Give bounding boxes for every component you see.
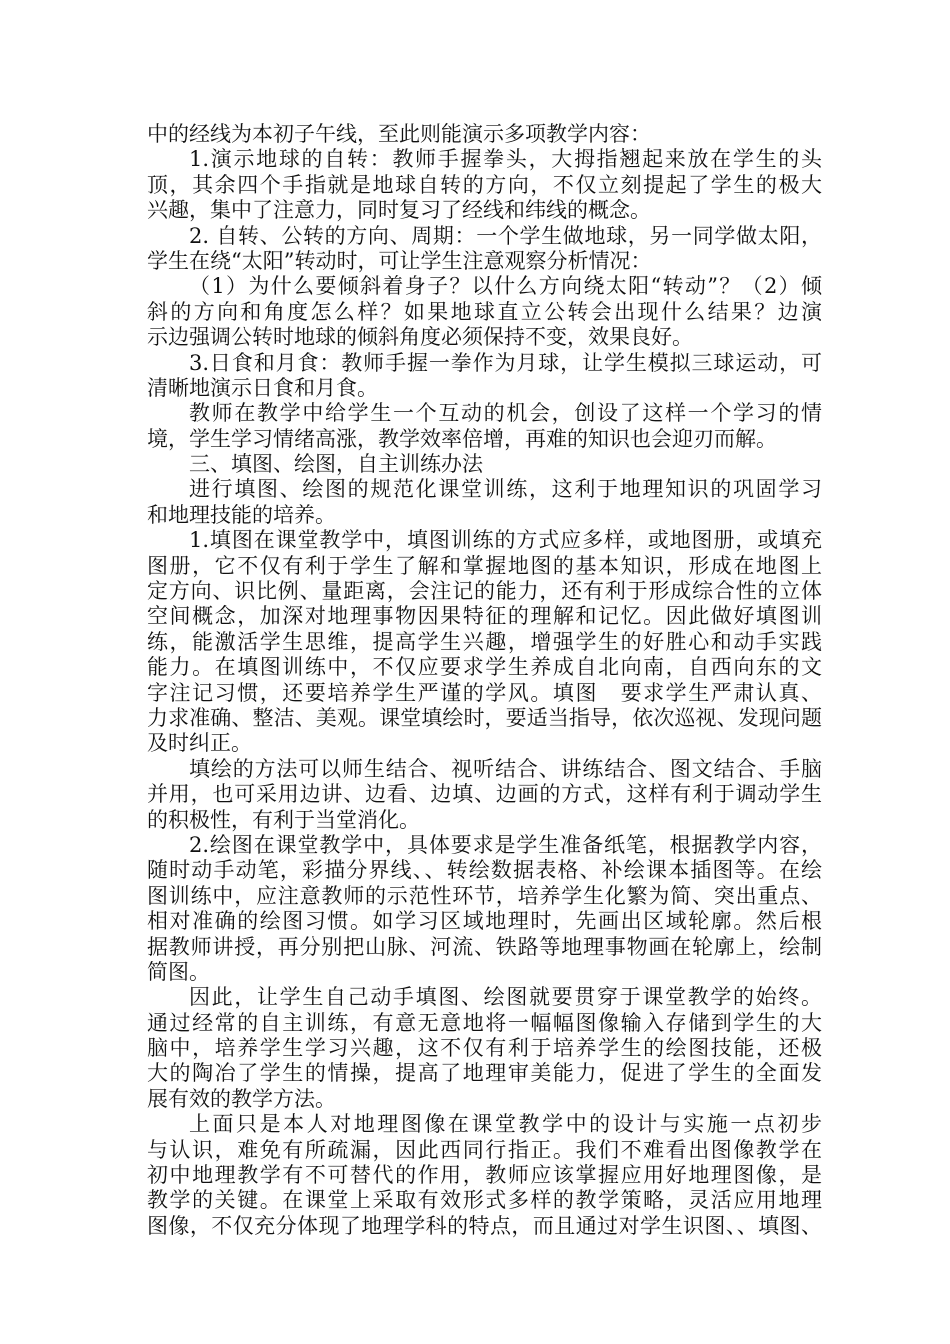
text-line: 1.演示地球的自转：教师手握拳头，大拇指翘起来放在学生的头 [189, 147, 822, 172]
text-line: 随时动手动笔，彩描分界线、、转绘数据表格、补绘课本插图等。在绘 [147, 858, 822, 883]
text-line: 通过经常的自主训练，有意无意地将一幅幅图像输入存储到学生的大 [147, 1010, 822, 1035]
text-line: 2.绘图在课堂教学中，具体要求是学生准备纸笔，根据教学内容， [189, 832, 822, 857]
text-line: 示边强调公转时地球的倾斜角度必须保持不变，效果良好。 [147, 325, 693, 350]
text-line: 图像，不仅充分体现了地理学科的特点，而且通过对学生识图、、填图、 [147, 1213, 822, 1238]
text-line: 空间概念，加深对地理事物因果特征的理解和记忆。因此做好填图训 [147, 604, 822, 629]
text-line: 大的陶冶了学生的情操，提高了地理审美能力，促进了学生的全面发 [147, 1061, 822, 1086]
text-line: 填绘的方法可以师生结合、视听结合、讲练结合、图文结合、手脑 [189, 756, 822, 781]
text-line: 力求准确、整洁、美观。课堂填绘时，要适当指导，依次巡视、发现问题 [147, 705, 822, 730]
text-line: 教师在教学中给学生一个互动的机会，创设了这样一个学习的情 [189, 401, 822, 426]
text-line: 据教师讲授，再分别把山脉、河流、铁路等地理事物画在轮廓上，绘制 [147, 934, 822, 959]
text-line: 练，能激活学生思维，提高学生兴趣，增强学生的好胜心和动手实践 [147, 629, 822, 654]
text-line: 清晰地演示日食和月食。 [147, 375, 378, 400]
text-line: 展有效的教学方法。 [147, 1086, 336, 1111]
text-line: 中的经线为本初子午线，至此则能演示多项教学内容： [147, 122, 651, 146]
text-line: 并用，也可采用边讲、边看、边填、边画的方式，这样有利于调动学生 [147, 782, 822, 807]
text-line: 境，学生学习情绪高涨，教学效率倍增，再难的知识也会迎刃而解。 [147, 426, 777, 451]
text-line: 的积极性，有利于当堂消化。 [147, 807, 420, 832]
text-line: 脑中，培养学生学习兴趣，这不仅有利于培养学生的绘图技能，还极 [147, 1036, 822, 1061]
text-line: 上面只是本人对地理图像在课堂教学中的设计与实施一点初步 [189, 1112, 822, 1137]
text-line: （1）为什么要倾斜着身子？以什么方向绕太阳“转动”？（2）倾 [189, 274, 822, 299]
text-line: 图册，它不仅有利于学生了解和掌握地图的基本知识，形成在地图上 [147, 553, 822, 578]
text-line: 及时纠正。 [147, 731, 252, 756]
document-page [147, 122, 822, 1239]
text-line: 和地理技能的培养。 [147, 502, 336, 527]
text-line: 字注记习惯，还要培养学生严谨的学风。填图 要求学生严肃认真、 [147, 680, 822, 705]
text-line: 图训练中，应注意教师的示范性环节，培养学生化繁为简、突出重点、 [147, 883, 822, 908]
text-line: 2. 自转、公转的方向、周期：一个学生做地球，另一同学做太阳， [189, 223, 822, 248]
text-line: 斜的方向和角度怎么样？如果地球直立公转会出现什么结果？边演 [147, 299, 822, 324]
text-line: 3.日食和月食：教师手握一拳作为月球，让学生模拟三球运动，可 [189, 350, 822, 375]
text-line: 因此，让学生自己动手填图、绘图就要贯穿于课堂教学的始终。 [189, 985, 822, 1010]
text-line: 与认识，难免有所疏漏，因此西同行指正。我们不难看出图像教学在 [147, 1137, 822, 1162]
text-line: 相对准确的绘图习惯。如学习区域地理时，先画出区域轮廓。然后根 [147, 909, 822, 934]
text-line: 顶，其余四个手指就是地球自转的方向，不仅立刻提起了学生的极大 [147, 172, 822, 197]
text-line: 初中地理教学有不可替代的作用，教师应该掌握应用好地理图像，是 [147, 1163, 822, 1188]
text-line: 1.填图在课堂教学中，填图训练的方式应多样，或地图册，或填充 [189, 528, 822, 553]
text-line: 三、填图、绘图，自主训练办法 [189, 452, 483, 477]
text-line: 简图。 [147, 959, 210, 984]
text-line: 定方向、识比例、量距离，会注记的能力，还有利于形成综合性的立体 [147, 579, 822, 604]
text-line: 能力。在填图训练中，不仅应要求学生养成自北向南，自西向东的文 [147, 655, 822, 680]
text-line: 教学的关键。在课堂上采取有效形式多样的教学策略，灵活应用地理 [147, 1188, 822, 1213]
text-line: 兴趣，集中了注意力，同时复习了经线和纬线的概念。 [147, 198, 651, 223]
text-line: 学生在绕“太阳”转动时，可让学生注意观察分析情况： [147, 248, 652, 273]
text-line: 进行填图、绘图的规范化课堂训练，这利于地理知识的巩固学习 [189, 477, 822, 502]
